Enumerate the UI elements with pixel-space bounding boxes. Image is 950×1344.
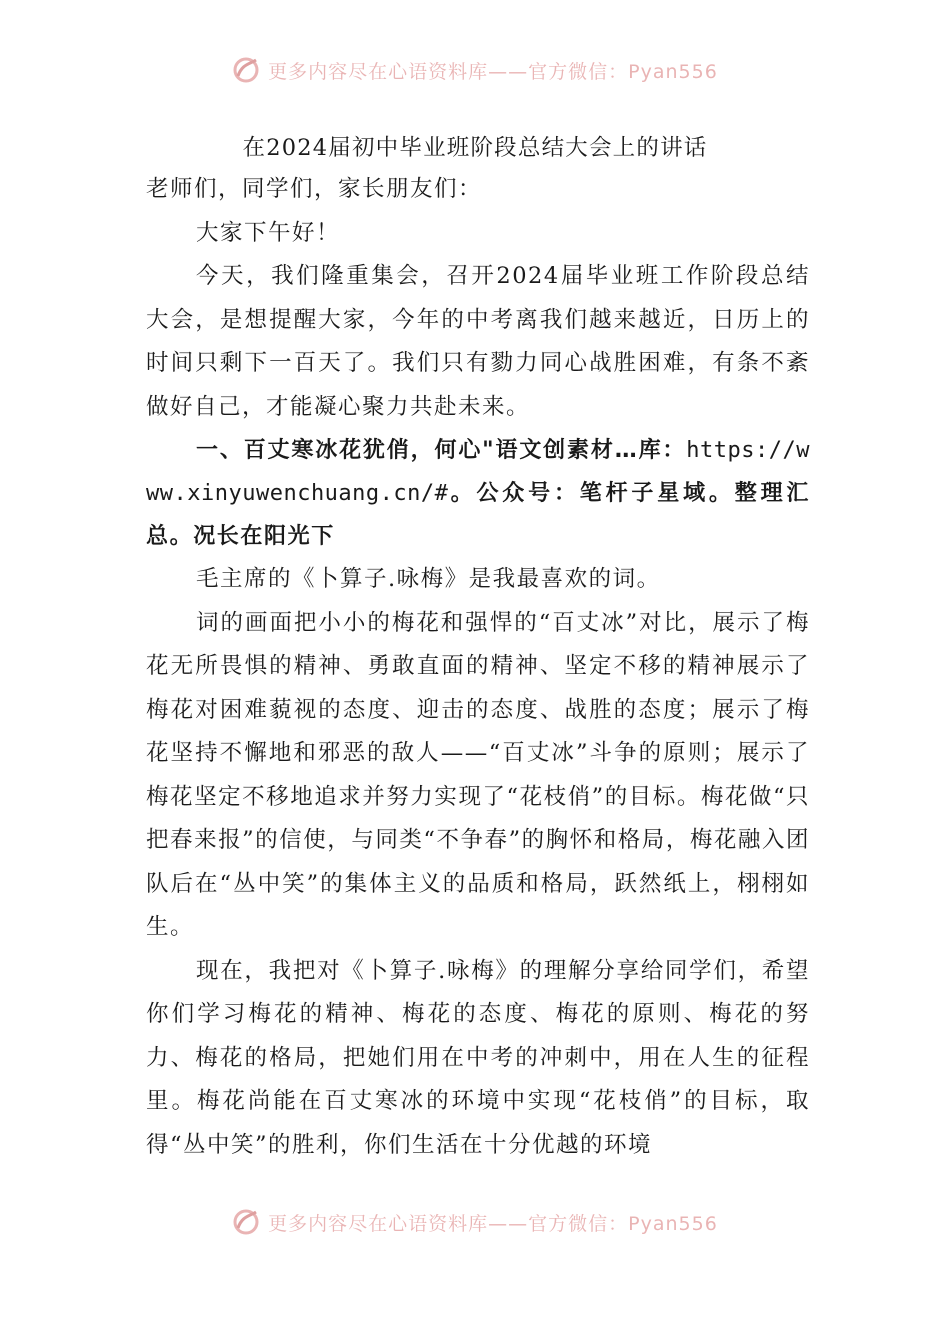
section-heading <box>146 429 810 558</box>
watermark-logo-icon <box>232 1208 260 1236</box>
section-heading-url: https://www.xinyuwenchuang.cn/# <box>146 438 810 506</box>
watermark-text: 更多内容尽在心语资料库——官方微信：Pyan556 <box>268 1212 718 1235</box>
watermark-logo-icon <box>232 56 260 84</box>
section-heading-text: 一、百丈寒冰花犹俏，何心"语文创素材…库： <box>196 438 687 463</box>
footer-watermark <box>0 1202 950 1242</box>
paragraph-3: 现在，我把对《卜算子.咏梅》的理解分享给同学们，希望你们学习梅花的精神、梅花的态度、梅花的原则、梅花的努力、梅花的格局，把她们用在中考的冲刺中，用在人生的征程里。梅花尚能在百丈寒冰的环境中实现“花枝俏”的目标，取得“丛中笑”的胜利，你们生活在十分优越的环境 <box>146 957 810 1158</box>
watermark-text: 更多内容尽在心语资料库——官方微信：Pyan556 <box>268 60 718 83</box>
section-heading-suffix: 。公众号：笔杆子星域。整理汇总。况长在阳光下 <box>146 481 810 549</box>
salutation: 老师们，同学们，家长朋友们： <box>146 176 483 202</box>
paragraph-2: 词的画面把小小的梅花和强悍的“百丈冰”对比，展示了梅花无所畏惧的精神、勇敢直面的精神、坚定不移的精神展示了梅花对困难藐视的态度、迎击的态度、战胜的态度；展示了梅花坚持不懈地和邪恶的敌人——“百丈冰”斗争的原则；展示了梅花坚定不移地追求并努力实现了“花枝俏”的目标。梅花做“只把春来报”的信使，与同类“不争春”的胸怀和格局，梅花融入团队后在“丛中笑”的集体主义的品质和格局，跃然纸上，栩栩如生。 <box>146 609 810 940</box>
greeting: 大家下午好！ <box>196 219 341 246</box>
paragraph-1: 毛主席的《卜算子.咏梅》是我最喜欢的词。 <box>196 566 661 592</box>
document-body <box>146 168 810 1167</box>
intro-paragraph: 今天，我们隆重集会，召开2024届毕业班工作阶段总结大会，是想提醒大家，今年的中考离我们越来越近，日历上的时间只剩下一百天了。我们只有勠力同心战胜困难，有条不紊做好自己，才能凝心聚力共赴未来。 <box>146 263 810 420</box>
header-watermark <box>0 50 950 90</box>
document-title: 在2024届初中毕业班阶段总结大会上的讲话 <box>242 135 708 161</box>
